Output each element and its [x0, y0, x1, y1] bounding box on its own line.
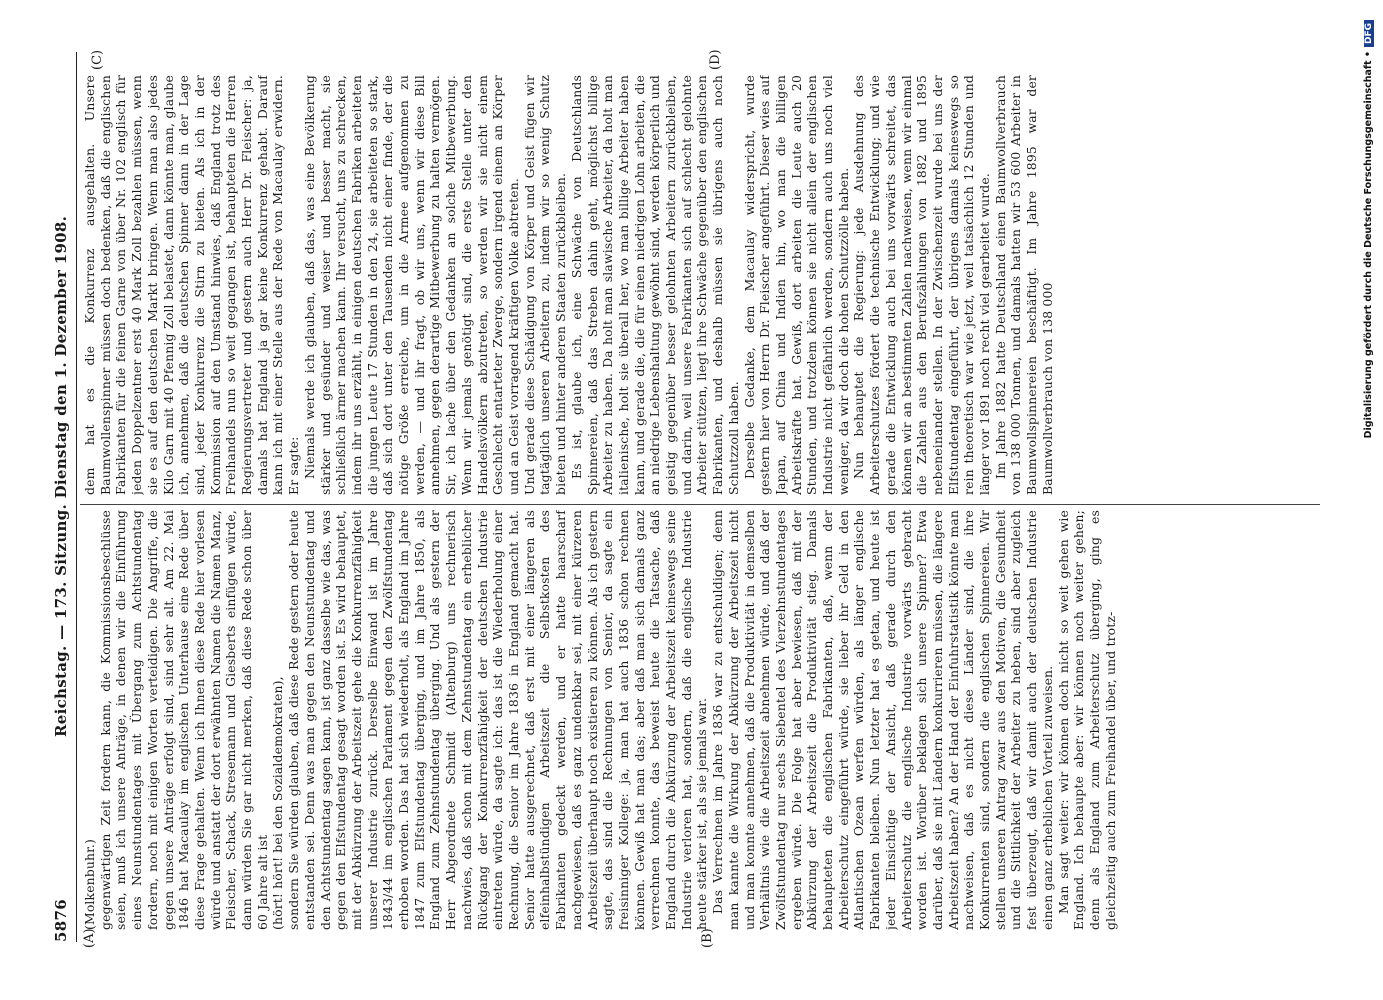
margin-marker-a: (A): [82, 928, 97, 948]
quotation: Niemals werde ich glauben, daß das, was eine Bevölkerung stärker und gesünder und weiser und besser macht, sie schließlich ärmer machen kann. Ihr versucht, uns zu schrecken, indem ihr uns erzählt, in einigen deutschen Fabriken arbeiteten die jungen Leute 17 Stunden in den 24, sie arbeiteten so stark, daß sich dort unter den Tausenden nicht einer finde, der die nötige Größe erreiche, um in die Armee aufgenommen zu werden, — und ihr fragt, ob wir uns, wenn wir diese Bill annehmen, gegen derartige Mitbewerbung zu halten vermögen. Sir, ich lache über den Gedanken an solche Mitbewerbung. Wenn wir jemals genötigt sind, die erste Stelle unter den Handelsvölkern abzutreten, so werden wir sie nicht einem Geschlecht entarteter Zwerge, sondern irgend einem an Körper und an Geist vorragend kräftigen Volke abtreten.: [301, 75, 521, 495]
credit-text: Digitalisierung gefördert durch die Deutsche Forschungsgemeinschaft •: [1363, 51, 1374, 439]
margin-marker-c: (C): [90, 49, 105, 70]
digitization-credit: [1363, 20, 1377, 980]
left-column: [82, 510, 1322, 930]
paragraph: dem hat es die Konkurrenz ausgehalten. Unsere Baumwollenspinner müssen doch bedenken, daß die englischen Fabrikanten für die feinen Garne von über Nr. 102 englisch für jeden Doppelzentner erst 40 Mark Zoll bezahlen müssen, wenn sie es auf den deutschen Markt bringen. Wenn man also jedes Kilo Garn mit 40 Pfennig Zoll belastet, dann könnte man, glaube ich, annehmen, daß die deutschen Spinner dann in der Lage sind, jeder Konkurrenz die Stirn zu bieten. Als ich in der Kommission auf den Umstand hinwies, daß England trotz des Freihandels nun so weit gegangen ist, behaupteten die Herren Regierungsvertreter und gestern auch Herr Dr. Fleischer: ja, damals hat England ja gar keine Konkurrenz gehabt. Darauf kann ich mit einer Stelle aus der Rede von Macaulay erwidern. Er sagte:: [82, 75, 302, 495]
speaker-note: (Molkenbuhr.): [82, 839, 97, 930]
paragraph: Und gerade diese Schädigung von Körper und Geist fügen wir tagtäglich unseren Arbeitern zu, indem wir so wenig Schutz bieten und hinter anderen Staaten zurückbleiben.: [521, 75, 569, 495]
session-title: Reichstag. — 173. Sitzung. Dienstag den 1. Dezember 1908.: [52, 215, 70, 737]
paragraph: Es ist, glaube ich, eine Schwäche von Deutschlands Spinnereien, daß das Streben dahin geht, möglichst billige Arbeiter zu haben. Da holt man slawische Arbeiter, da holt man italienische, holt sie überall her, wo man billige Arbeiter haben kann, und gerade die, die für einen niedrigen Lohn arbeiten, die an niedrige Lebenshaltung gewöhnt sind, werden körperlich und geistig gegenüber besser gelohnten Arbeitern zurückbleiben, und darin, weil unsere Fabrikanten sich auf schlecht gelohnte Arbeiter stützen, liegt ihre Schwäche gegenüber den englischen Fabrikanten, und deshalb müssen sie übrigens auch noch Schutzzoll haben.: [568, 75, 741, 495]
paragraph: gegenwärtigen Zeit fordern kann, die Kommissionsbeschlüsse seien, muß ich unsere Anträge, in denen wir die Einführung eines Neunstundentages mit Übergang zum Achtstundentag fordern, noch mit einigen Worten verteidigen. Die Angriffe, die gegen unsere Anträge erfolgt sind, sind sehr alt. Am 22. Mai 1846 hat Macaulay im englischen Unterhause eine Rede über diese Frage gehalten. Wenn ich Ihnen diese Rede hier vorlesen würde und anstatt der dort erwähnten Namen die Namen Manz, Fleischer, Schack, Stresemann und Giesberts einfügen würde, dann würden Sie gar nicht merken, daß diese Rede schon über 60 Jahre alt ist: [97, 510, 270, 930]
paragraph: sondern Sie würden glauben, daß diese Rede gestern oder heute entstanden sei. Denn was man gegen den Neunstundentag und den Achtstundentag sagen kann, ist ganz dasselbe wie das, was gegen den Elfstundentag gesagt worden ist. Es wird behauptet, mit der Abkürzung der Arbeitszeit gehe die Konkurrenzfähigkeit unserer Industrie zurück. Derselbe Einwand ist im Jahre 1843/44 im englischen Parlament gegen den Zwölfstundentag erhoben worden. Das hat sich wiederholt, als England im Jahre 1847 zum Elfstundentag überging, und im Jahre 1850, als England zum Zehnstundentag überging. Und als gestern der Herr Abgeordnete Schmidt (Altenburg) uns rechnerisch nachwies, daß schon mit dem Zehnstundentag ein erheblicher Rückgang der Konkurrenzfähigkeit der deutschen Industrie eintreten würde, da sagte ich: das ist die Wiederholung einer Rechnung, die Senior im Jahre 1836 in England gemacht hat. Senior hatte ausgerechnet, daß erst mit einer längeren als elfeinhalbstündigen Arbeitszeit die Selbstkosten des Fabrikanten gedeckt werden, und er hatte haarscharf nachgewiesen, daß es ganz undenkbar sei, mit einer kürzeren Arbeitszeit überhaupt noch existieren zu können. Als ich gestern sagte, das sind die Rechnungen von Senior, da sagte ein freisinniger Kollege: ja, man hat auch 1836 schon rechnen können. Gewiß hat man das; aber daß man sich damals ganz verrechnen konnte, das beweist heute die Tatsache, daß England durch die Abkürzung der Arbeitszeit keineswegs seine Industrie verloren hat, sondern, daß die englische Industrie heute stärker ist, als sie jemals war.: [286, 510, 710, 930]
page-header: [52, 62, 76, 942]
paragraph: Das Verrechnen im Jahre 1836 war zu entschuldigen; denn man kannte die Wirkung der Abkürzung der Arbeitszeit nicht und man konnte annehmen, daß die Produktivität in demselben Verhältnis wie die Arbeitszeit abnehmen würde, und daß der Zwölfstundentag nur sechs Siebentel des Vierzehnstundentages ergeben würde. Die Folge hat aber bewiesen, daß mit der Abkürzung der Arbeitszeit die Produktivität stieg. Damals behaupteten die englischen Fabrikanten, daß, wenn der Arbeiterschutz eingeführt würde, sie lieber ihr Geld in den Atlantischen Ozean werfen würden, als länger englische Fabrikanten bleiben. Nun letzter hat es getan, und heute ist jeder Einsichtige der Ansicht, daß gerade durch den Arbeiterschutz die englische Industrie vorwärts gebracht worden ist. Worüber beklagen sich unsere Spinner? Etwa darüber, daß sie mit Ländern konkurrieren müssen, die längere Arbeitszeit haben? An der Hand der Einfuhrstatistik könnte man nachweisen, daß es nicht diese Länder sind, die ihre Konkurrenten sind, sondern die englischen Spinnereien. Wir stellen unseren Antrag zwar aus den Motiven, die Gesundheit und die Sittlichkeit der Arbeiter zu heben, sind aber zugleich fest überzeugt, daß wir damit auch der deutschen Industrie einen ganz erheblichen Vorteil zuweisen.: [710, 510, 1055, 930]
header-rule: [76, 52, 77, 942]
paragraph: Nun behauptet die Regierung: jede Ausdehnung des Arbeiterschutzes fördert die technische Entwicklung; und wie gerade die Entwicklung auch bei uns vorwärts schreitet, das können wir an bestimmten Zahlen nachweisen, wenn wir einmal die Zahlen aus den Berufszählungen von 1882 und 1895 nebeneinander stellen. In der Zwischenzeit wurde bei uns der Elfstundentag eingeführt, der übrigens damals keineswegs so rein theoretisch war wie jetzt, weil tatsächlich 12 Stunden und länger vor 1891 noch recht viel gearbeitet wurde.: [851, 75, 993, 495]
paragraph: Man sagt weiter: wir können doch nicht so weit gehen wie England. Ich behaupte aber: wir können noch weiter gehen; denn als England zum Arbeiterschutz überging, ging es gleichzeitig auch zum Freihandel über, und trotz-: [1055, 510, 1118, 930]
paragraph: Derselbe Gedanke, dem Macaulay widerspricht, wurde gestern hier von Herrn Dr. Fleischer angeführt. Dieser wies auf Japan, auf China und Indien hin, wo man die billigen Arbeitskräfte hat. Gewiß, dort arbeiten die Leute auch 20 Stunden, und trotzdem können sie nicht allein der englischen Industrie nicht gefährlich werden, sondern auch uns noch viel weniger, da wir doch die hohen Schutzzölle haben.: [741, 75, 851, 495]
right-column: [82, 75, 1322, 495]
column-divider: [80, 504, 1320, 505]
margin-marker-b: (B): [700, 928, 715, 948]
interjection: (hört! hört! bei den Sozialdemokraten),: [270, 676, 286, 930]
margin-marker-d: (D): [708, 49, 723, 70]
page-number: 5876: [52, 899, 70, 942]
dfg-logo-icon: DFG: [1364, 20, 1374, 47]
paragraph: Im Jahre 1882 hatte Deutschland einen Baumwollverbrauch von 138 000 Tonnen, und damals hatten wir 53 600 Arbeiter in Baumwollspinnereien beschäftigt. Im Jahre 1895 war der Baumwollverbrauch von 138 000: [992, 75, 1055, 495]
